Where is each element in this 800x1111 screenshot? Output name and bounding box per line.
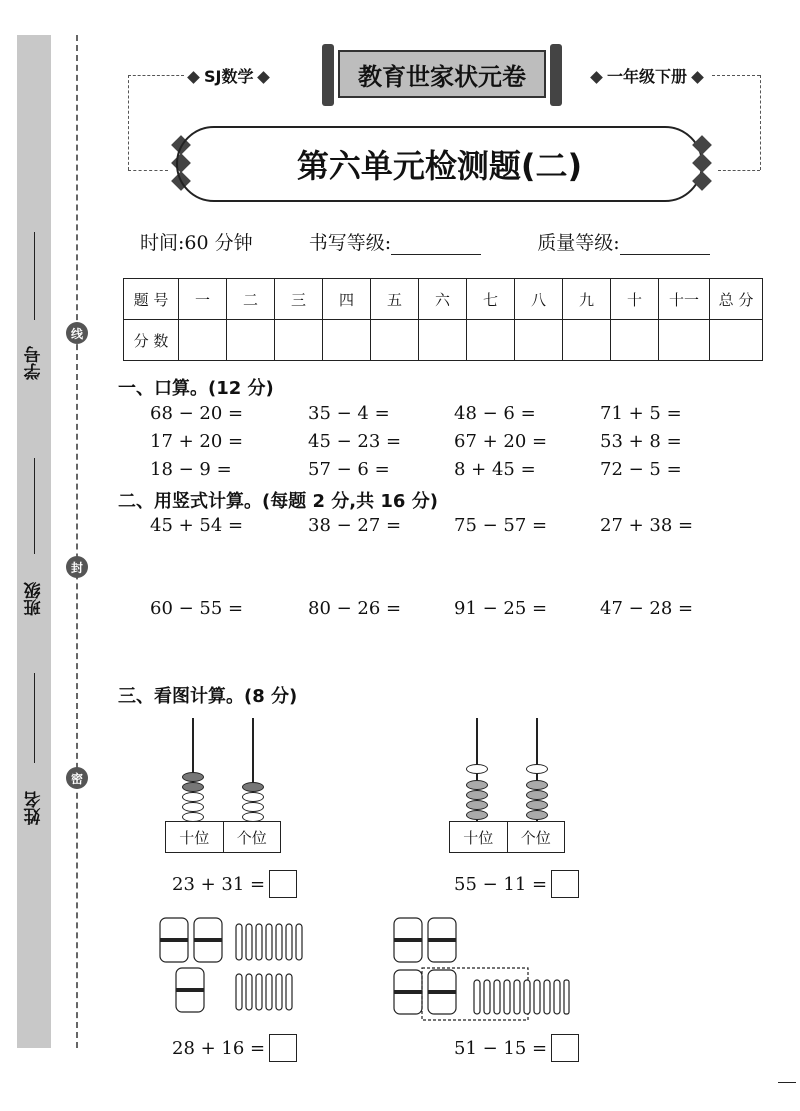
tens-label: 十位 — [179, 828, 210, 847]
score-table-score-row — [124, 320, 763, 361]
name-blank — [34, 673, 35, 763]
oral-problem: 45 − 23 = — [308, 431, 402, 452]
question-number: 七 — [467, 279, 515, 320]
vertical-problem: 47 − 28 = — [600, 598, 694, 619]
page-title: 第六单元检测题(二) — [176, 126, 703, 202]
total-label: 总 分 — [710, 279, 763, 320]
score-table-header-row — [124, 279, 763, 320]
writing-grade-blank[interactable] — [391, 254, 481, 255]
section1-title: 一、口算。(12 分) — [118, 378, 274, 399]
answer-box[interactable] — [551, 870, 579, 898]
bundle-icon — [176, 968, 204, 1012]
name-label: 姓名 — [24, 791, 45, 825]
score-cell[interactable] — [323, 320, 371, 361]
series-title: 教育世家状元卷 — [338, 50, 546, 98]
score-table — [123, 278, 763, 361]
vertical-problem: 27 + 38 = — [600, 515, 694, 536]
equation-text: 28 + 16 = — [172, 1037, 266, 1059]
stick-bundles-illustration — [150, 908, 570, 1028]
quality-grade-blank[interactable] — [620, 254, 710, 255]
writing-grade-label: 书写等级: — [308, 232, 392, 254]
section2-title: 二、用竖式计算。(每题 2 分,共 16 分) — [118, 491, 438, 512]
score-cell[interactable] — [515, 320, 563, 361]
time-limit: 时间:60 分钟 — [140, 232, 253, 254]
vertical-problem: 60 − 55 = — [150, 598, 244, 619]
header-dotline — [128, 75, 184, 76]
seal-secret: 密 — [66, 767, 88, 789]
ones-label: 个位 — [507, 822, 565, 852]
sticks-icon — [474, 980, 569, 1014]
score-cell[interactable] — [659, 320, 710, 361]
header-dotline — [712, 75, 760, 76]
series-banner — [322, 44, 562, 106]
answer-box[interactable] — [551, 1034, 579, 1062]
question-number: 九 — [563, 279, 611, 320]
score-cell[interactable] — [371, 320, 419, 361]
question-number: 十 — [611, 279, 659, 320]
tens-label: 十位 — [463, 828, 494, 847]
score-cell[interactable] — [419, 320, 467, 361]
oral-problem: 67 + 20 = — [454, 431, 548, 452]
question-number: 四 — [323, 279, 371, 320]
header-dotline — [760, 75, 761, 170]
oral-problem: 71 + 5 = — [600, 403, 682, 424]
oral-problem: 68 − 20 = — [150, 403, 244, 424]
class-blank — [34, 458, 35, 554]
question-number: 十一 — [659, 279, 710, 320]
oral-problem: 8 + 45 = — [454, 459, 536, 480]
student-id-blank — [34, 232, 35, 320]
vertical-problem: 38 − 27 = — [308, 515, 402, 536]
header-dotline — [128, 75, 129, 170]
answer-box[interactable] — [269, 870, 297, 898]
oral-problem: 53 + 8 = — [600, 431, 682, 452]
ones-label: 个位 — [223, 822, 281, 852]
class-label: 班级 — [24, 582, 45, 616]
equation-text: 51 − 15 = — [454, 1037, 548, 1059]
exam-info — [140, 228, 710, 255]
score-cell[interactable] — [467, 320, 515, 361]
oral-problem: 17 + 20 = — [150, 431, 244, 452]
oral-problem: 57 − 6 = — [308, 459, 390, 480]
sticks-icon — [236, 924, 302, 960]
score-row-label: 分 数 — [124, 320, 179, 361]
header-dotline — [128, 170, 168, 171]
picture-equation-4 — [454, 1034, 579, 1062]
question-number: 二 — [227, 279, 275, 320]
answer-box[interactable] — [269, 1034, 297, 1062]
score-cell[interactable] — [710, 320, 763, 361]
oral-problem: 72 − 5 = — [600, 459, 682, 480]
header-dotline — [718, 170, 760, 171]
seal-line: 线 — [66, 322, 88, 344]
picture-equation-1 — [172, 870, 297, 898]
bundle-icon — [394, 918, 422, 962]
cut-line — [76, 35, 78, 1048]
bundle-icon — [428, 970, 456, 1014]
question-number: 三 — [275, 279, 323, 320]
quality-grade-label: 质量等级: — [537, 232, 620, 254]
score-cell[interactable] — [563, 320, 611, 361]
section3-title: 三、看图计算。(8 分) — [118, 686, 298, 707]
question-number: 八 — [515, 279, 563, 320]
seal-seal: 封 — [66, 556, 88, 578]
vertical-problem: 45 + 54 = — [150, 515, 244, 536]
page-edge-mark — [778, 1082, 796, 1083]
score-cell[interactable] — [275, 320, 323, 361]
bundle-icon — [428, 918, 456, 962]
vertical-problem: 80 − 26 = — [308, 598, 402, 619]
score-header-label: 题 号 — [124, 279, 179, 320]
score-cell[interactable] — [227, 320, 275, 361]
bundle-icon — [394, 970, 422, 1014]
sticks-icon — [236, 974, 292, 1010]
question-number: 六 — [419, 279, 467, 320]
student-id-label: 学号 — [24, 346, 45, 380]
grade-tag: 一年级下册 — [586, 64, 708, 87]
question-number: 一 — [179, 279, 227, 320]
score-cell[interactable] — [611, 320, 659, 361]
place-value-box — [165, 821, 281, 853]
vertical-problem: 91 − 25 = — [454, 598, 548, 619]
equation-text: 55 − 11 = — [454, 873, 548, 895]
picture-equation-2 — [454, 870, 579, 898]
bundle-icon — [160, 918, 188, 962]
equation-text: 23 + 31 = — [172, 873, 266, 895]
oral-problem: 18 − 9 = — [150, 459, 232, 480]
place-value-box — [449, 821, 565, 853]
oral-problem: 35 − 4 = — [308, 403, 390, 424]
bundle-icon — [194, 918, 222, 962]
score-cell[interactable] — [179, 320, 227, 361]
vertical-problem: 75 − 57 = — [454, 515, 548, 536]
subject-tag: SJ数学 — [183, 64, 274, 87]
question-number: 五 — [371, 279, 419, 320]
picture-equation-3 — [172, 1034, 297, 1062]
oral-problem: 48 − 6 = — [454, 403, 536, 424]
